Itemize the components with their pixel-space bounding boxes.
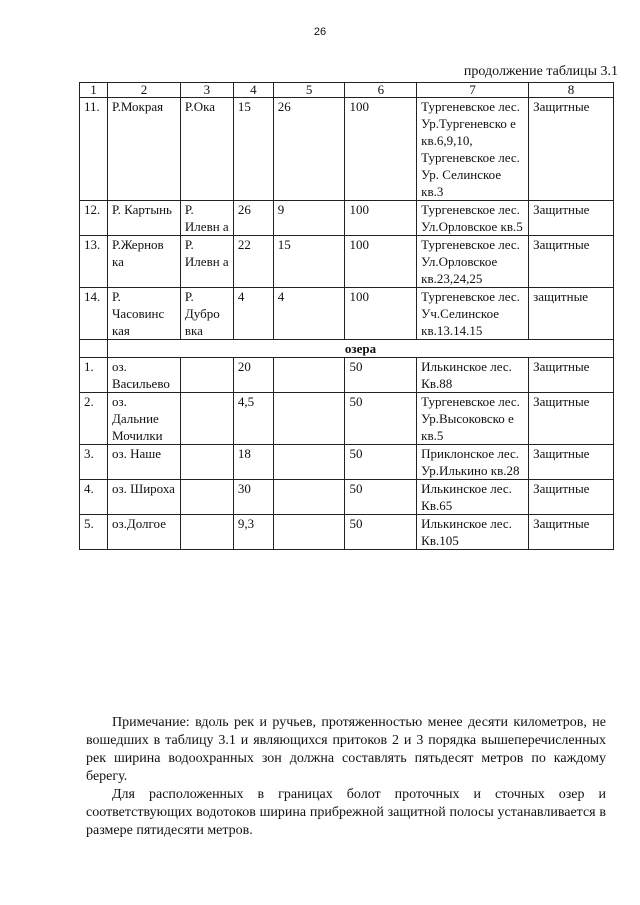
category: Защитные <box>529 445 614 480</box>
water-bodies-table <box>79 82 614 550</box>
section-blank-cell <box>80 340 108 358</box>
row-number: 5. <box>80 515 108 550</box>
section-row <box>80 340 614 358</box>
cell-col6: 50 <box>345 393 417 445</box>
row-number: 11. <box>80 98 108 201</box>
cell-col4: 26 <box>233 201 273 236</box>
section-title-lakes: озера <box>107 340 613 358</box>
cell-col4: 15 <box>233 98 273 201</box>
cell-col6: 100 <box>345 98 417 201</box>
category: Защитные <box>529 358 614 393</box>
cell-col6: 50 <box>345 515 417 550</box>
cell-col5 <box>273 445 345 480</box>
header-cell: 3 <box>180 83 233 98</box>
cell-col6: 50 <box>345 358 417 393</box>
tributary-of <box>180 445 233 480</box>
row-number: 1. <box>80 358 108 393</box>
row-number: 2. <box>80 393 108 445</box>
location: Тургеневское лес. Ур.Тургеневско е кв.6,9,10, Тургеневское лес. Ур. Селинское кв.3 <box>417 98 529 201</box>
table-row <box>80 393 614 445</box>
cell-col6: 50 <box>345 480 417 515</box>
table-row <box>80 515 614 550</box>
table-row <box>80 236 614 288</box>
category: Защитные <box>529 515 614 550</box>
location: Тургеневское лес. Ул.Орловское кв.23,24,25 <box>417 236 529 288</box>
water-body-name: Р.Жернов ка <box>107 236 180 288</box>
water-body-name: оз. Дальние Мочилки <box>107 393 180 445</box>
tributary-of <box>180 515 233 550</box>
location: Тургеневское лес. Ур.Высоковско е кв.5 <box>417 393 529 445</box>
header-cell: 6 <box>345 83 417 98</box>
row-number: 14. <box>80 288 108 340</box>
location: Тургеневское лес. Ул.Орловское кв.5 <box>417 201 529 236</box>
category: Защитные <box>529 236 614 288</box>
category: защитные <box>529 288 614 340</box>
tributary-of: Р.Ока <box>180 98 233 201</box>
cell-col5 <box>273 480 345 515</box>
tributary-of <box>180 358 233 393</box>
category: Защитные <box>529 480 614 515</box>
cell-col4: 4 <box>233 288 273 340</box>
table-header-row <box>80 83 614 98</box>
row-number: 13. <box>80 236 108 288</box>
location: Илькинское лес. Кв.105 <box>417 515 529 550</box>
tributary-of <box>180 480 233 515</box>
tributary-of <box>180 393 233 445</box>
row-number: 12. <box>80 201 108 236</box>
table-continuation-label: продолжение таблицы 3.1 <box>463 64 618 79</box>
location: Тургеневское лес. Уч.Селинское кв.13.14.15 <box>417 288 529 340</box>
cell-col4: 20 <box>233 358 273 393</box>
cell-col4: 30 <box>233 480 273 515</box>
category: Защитные <box>529 98 614 201</box>
table-row <box>80 358 614 393</box>
row-number: 3. <box>80 445 108 480</box>
cell-col4: 22 <box>233 236 273 288</box>
table-row <box>80 201 614 236</box>
table-row <box>80 480 614 515</box>
water-body-name: оз.Долгое <box>107 515 180 550</box>
location: Приклонское лес. Ур.Илькино кв.28 <box>417 445 529 480</box>
water-body-name: оз. Широха <box>107 480 180 515</box>
row-number: 4. <box>80 480 108 515</box>
cell-col5 <box>273 358 345 393</box>
cell-col6: 100 <box>345 288 417 340</box>
cell-col4: 4,5 <box>233 393 273 445</box>
location: Илькинское лес. Кв.65 <box>417 480 529 515</box>
cell-col6: 100 <box>345 201 417 236</box>
water-body-name: Р.Мокрая <box>107 98 180 201</box>
water-body-name: Р. Картынь <box>107 201 180 236</box>
water-body-name: оз. Васильево <box>107 358 180 393</box>
tributary-of: Р. Дубро вка <box>180 288 233 340</box>
cell-col6: 100 <box>345 236 417 288</box>
tributary-of: Р. Илевн а <box>180 236 233 288</box>
tributary-of: Р. Илевн а <box>180 201 233 236</box>
table-row <box>80 445 614 480</box>
cell-col6: 50 <box>345 445 417 480</box>
table-row <box>80 288 614 340</box>
table-row <box>80 98 614 201</box>
cell-col4: 18 <box>233 445 273 480</box>
cell-col5: 26 <box>273 98 345 201</box>
header-cell: 5 <box>273 83 345 98</box>
cell-col4: 9,3 <box>233 515 273 550</box>
header-cell: 7 <box>417 83 529 98</box>
cell-col5: 15 <box>273 236 345 288</box>
cell-col5 <box>273 515 345 550</box>
cell-col5 <box>273 393 345 445</box>
category: Защитные <box>529 201 614 236</box>
header-cell: 1 <box>80 83 108 98</box>
cell-col5: 9 <box>273 201 345 236</box>
note-paragraph: Для расположенных в границах болот проточных и сточных озер и соответствующих водотоков ширина прибрежной защитной полосы устанавливается в размере пятидесяти метров. <box>86 787 606 838</box>
note-paragraph: Примечание: вдоль рек и ручьев, протяженностью менее десяти километров, не вошедших в таблицу 3.1 и являющихся притоков 2 и 3 порядка вышеперечисленных рек ширина водоохранных зон должна составлять пятьдесят метров по каждому берегу. <box>86 715 606 784</box>
water-body-name: Р. Часовинс кая <box>107 288 180 340</box>
page-number: 26 <box>313 26 327 38</box>
header-cell: 2 <box>107 83 180 98</box>
header-cell: 4 <box>233 83 273 98</box>
category: Защитные <box>529 393 614 445</box>
water-body-name: оз. Наше <box>107 445 180 480</box>
cell-col5: 4 <box>273 288 345 340</box>
header-cell: 8 <box>529 83 614 98</box>
location: Илькинское лес. Кв.88 <box>417 358 529 393</box>
